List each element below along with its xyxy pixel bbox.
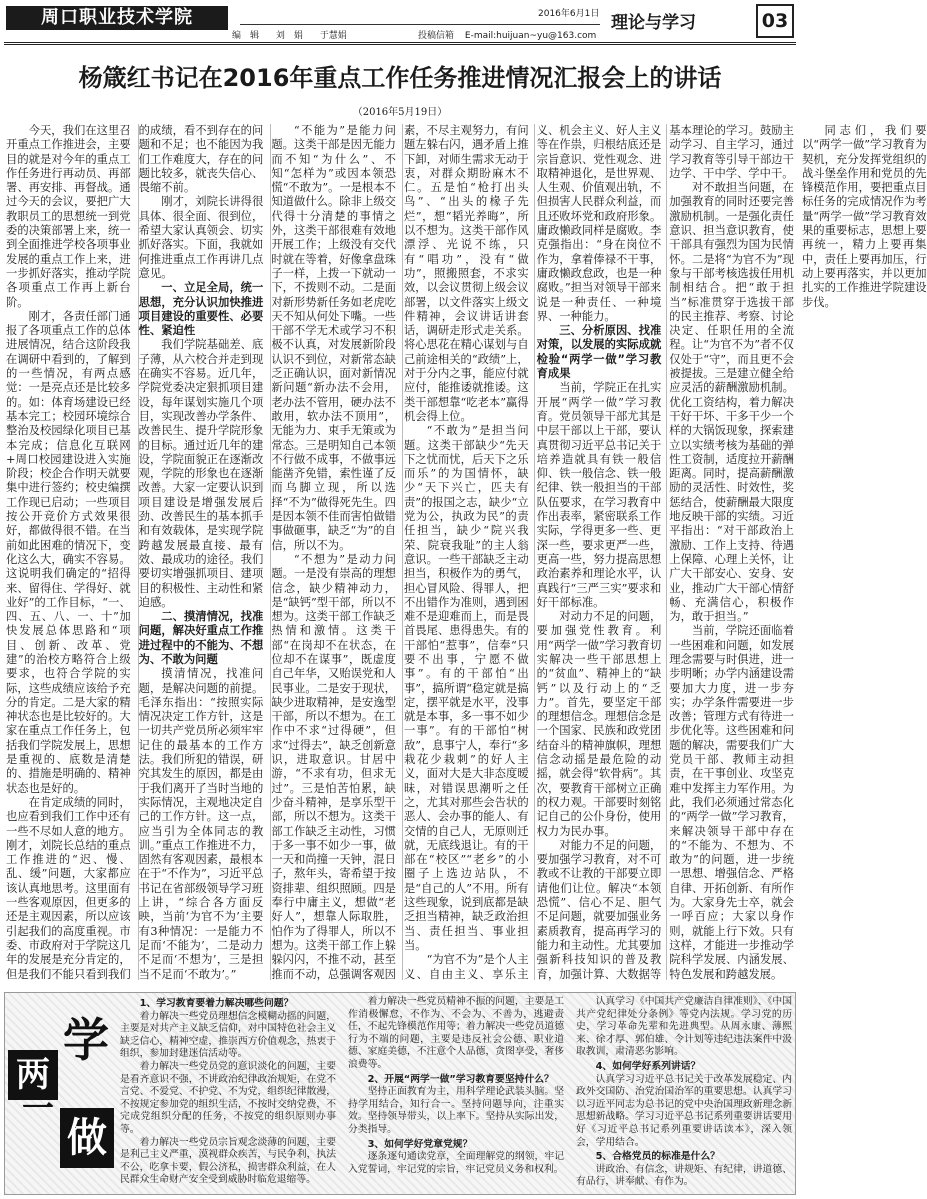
- qa-answer: 坚持正面教育为主，用科学理论武装头脑。坚持学用结合，知行合一。坚持问题导向，注重实效。坚持领导带头，以上率下。坚持从实际出发，分类指导。: [348, 1086, 564, 1135]
- article-paragraph: 今天，我们在这里召开重点工作推进会，主要目的就是对今年的重点工作任务进行再动员、再部署、再安排、再督战。通过今天的会议，要把广大教职员工的思想统一到党委的决策部署上来，统一到全面推进学校各项事业发展的重点工作上来，进一步抓好落实，推动学院各项重点工作再上新台阶。: [6, 124, 131, 309]
- qa-question: 4、如何学好系列讲话？: [595, 1060, 701, 1072]
- two-studies-one-action-logo: [8, 1010, 116, 1180]
- issue-date: 2016年6月1日: [538, 9, 600, 19]
- article-paragraph: 对能力不足的问题，要加强学习教育，对不可教或不让教的干部要立即请他们让位。解决“本领恐慌”、信心不足、胆气不足问题，就要加强业务素质教育，提高再学习的能力和主动性。尤其要加强新科技知识的普及教育，加强计算、大数据等基本理论的学习。鼓励主动学习、自主学习，通过学习教育等引导干部边干边学、干中学、学中干。: [536, 124, 794, 981]
- contact-label: 投稿信箱: [418, 31, 455, 41]
- editor-name-2: 于慧娟: [319, 31, 347, 41]
- masthead-divider: [4, 42, 796, 45]
- article-dateline: （2016年5月19日）: [352, 107, 448, 118]
- article-paragraph: 当前，学院正在扎实开展“两学一做”学习教育。党员领导干部尤其是中层干部以上干部，要认真贯彻习近平总书记关于培养造就具有铁一般信仰、铁一般信念、铁一般纪律、铁一般担当的干部队伍要求，在学习教育中作出表率，紧密联系工作实际，学得更多一些、更深一些，要求更严一些，更高一些，努力提高思想政治素养和理论水平，认真践行“三严三实”要求和好干部标准。: [536, 381, 662, 609]
- article-paragraph: 刚才，刘院长讲得很具体、很全面、很到位，希望大家认真领会、切实抓好落实。下面，我就如何推进重点工作再讲几点意见。: [138, 195, 264, 280]
- article-paragraph: “不敢为”是担当问题。这类干部缺少“先天下之忧而忧，后天下之乐而乐”的为国情怀，缺少“天下兴亡，匹夫有责”的报国之志，缺少“立党为公，执政为民”的责任担当，缺少“院兴我荣、院衰我耻”的主人翁意识。一些干部缺乏主动担当，积极作为的勇气，担心冒风险、得罪人，把不出错作为准则，遇到困难不是迎难而上，而是畏首畏尾、患得患失。有的干部怕“惹事”，信奉“只要不出事，宁愿不做事”。有的干部怕“出事”，搞所谓“稳定就是搞定，摆平就是水平，没事就是本事，多一事不如少一事”。有的干部怕“树敌”，息事宁人，奉行“多栽花少栽刺”的好人主义，面对大是大非态度暧昧，对错误思潮听之任之，尤其对那些会告状的恶人、会办事的能人、有交情的自己人，无原则迁就，无底线退让。有的干部在“校区”“老乡”的小圈子上选边站队，不是“自己的人”不用。所有这些现象，说到底都是缺乏担当精神，缺乏政治担当、责任担当、事业担当。: [403, 424, 529, 952]
- header-rule: [240, 24, 600, 25]
- logo-char-4: 做: [60, 1108, 114, 1168]
- section-title: 理论与学习: [611, 13, 696, 33]
- editor-label: 编 辑: [232, 31, 260, 41]
- article-paragraph: 当前，学院还面临着一些困难和问题，如发展理念需要与时俱进，进一步明晰；办学内涵建设需要加大力度，进一步夯实；办学条件需要进一步改善；管理方式有待进一步优化等。这些困难和问题的解决，需要我们广大党员干部、教师主动担责，在干事创业、攻坚克难中发挥主力军作用。为此，我们必须通过常态化的“两学一做”学习教育，来解决领导干部中存在的“不能为、不想为、不敢为”的问题，进一步统一思想、增强信念、严格自律、开拓创新、有所作为。大家身先士卒，就会一呼百应；大家以身作则，就能上行下效。只有这样，才能进一步推动学院科学发展、内涵发展、特色发展和跨越发展。: [669, 624, 794, 981]
- qa-answer: 认真学习《中国共产党廉洁自律准则》、《中国共产党纪律处分条例》等党内法规。学习党的历史，学习革命先辈和先进典型。从周永康、薄熙来、徐才厚、郭伯雄、令计划等违纪违法案件中汲取教训，肃清恶劣影响。: [576, 996, 792, 1058]
- qa-question: 3、如何学好党章党规？: [367, 1138, 473, 1150]
- editor-name-1: 刘 娟: [275, 31, 303, 41]
- qa-question: 1、学习教育要着力解决哪些问题？: [139, 998, 294, 1009]
- article-paragraph: 对动力不足的问题，要加强党性教育。利用“两学一做”学习教育切实解决一些干部思想上的“贫血”、精神上的“缺钙”以及行动上的“乏力”。首先，要坚定干部的理想信念。理想信念是一个国家、民族和政党团结奋斗的精神旗帜，理想信念动摇是最危险的动摇，就会得“软骨病”。其次，要教育干部树立正确的权力观。干部要时刻铭记自己的公仆身份，使用权力为民办事。: [536, 610, 662, 838]
- logo-char-2: 学: [63, 1013, 109, 1067]
- school-name: 周口职业技术学院: [6, 6, 228, 30]
- logo-char-1: 两: [8, 1050, 58, 1100]
- contact-email: E-mail:huijuan~yu@163.com: [464, 31, 597, 41]
- page-number: 03: [756, 4, 794, 38]
- qa-answer: 着力解决一些党员党的意识淡化的问题，主要是看齐意识不强，不讲政治纪律政治规矩，在党不言党、不爱党、不护党、不为党，组织纪律散漫，不按规定参加党的组织生活，不按时交纳党费，不完成党组织分配的任务，不按党的组织原则办事等。: [120, 1060, 336, 1135]
- article-paragraph: “不想为”是动力问题。一是没有崇高的理想信念，缺少精神动力，是“缺钙”型干部，所以不想为。这类干部工作缺乏热情和激情。这类干部“在岗却不在状态，在位却不在谋事”，既虚度自己年华，又贻误党和人民事业。二是安于现状，缺少进取精神，是安逸型干部，所以不想为。在工作中不求“过得硬”，但求“过得去”，缺乏创新意识，进取意识。甘居中游，“不求有功，但求无过”。三是怕苦怕累，缺少奋斗精神，是享乐型干部，所以不想为。这类干部工作缺乏主动性，习惯于多一事不如少一事，做一天和尚撞一天钟，混日子，熬年头，寄希望于按资排辈、组织照顾。四是奉行中庸主义，想做“老好人”，想靠人际取胜，怕作为了得罪人，所以不想为。这类干部工作上躲躲闪闪，不推不动，甚至推而不动，总强调客观因素，不尽主观努力，有问题左躲右闪，遇矛盾上推下卸，对师生需求无动于衷，对群众期盼麻木不仁。五是怕“枪打出头鸟”、“出头的椽子先烂”，想“韬光养晦”，所以不想为。这类干部作风漂浮、光说不练，只有“唱功”，没有“做功”，照搬照套，不求实效，以会议贯彻上级会议部署，以文件落实上级文件精神，会议讲话讲套话，调研走形式走关系。将心思花在精心谋划与自己前途相关的“政绩”上，对于分内之事，能应付就应付，能推诿就推诿。这类干部想靠“吃老本”赢得机会得上位。: [271, 124, 529, 981]
- article-paragraph: 对不敢担当问题，在加强教育的同时还要完善激励机制。一是强化责任意识、担当意识教育，使干部具有强烈为国为民情怀。二是将“为官不为”现象与干部考核选拔任用机制相结合。把“敢于担当”标准贯穿于选拔干部的民主推荐、考察、讨论决定、任职任用的全流程。让“为官不为”者不仅仅处于“守”，而且更不会被提拔。三是建立健全给应灵活的薪酬激励机制。优化工资结构，着力解决干好干坏、干多干少一个样的大锅饭现象，探索建立以实绩考核为基础的弹性工资制，适度拉开薪酬距离。同时，提高薪酬激励的灵活性、时效性，奖惩结合，使薪酬最大限度地反映干部的实绩。习近平指出：“对干部政治上激励、工作上支持、待遇上保障、心理上关怀，让广大干部安心、安身、安业，推动广大干部心情舒畅、充满信心，积极作为，敢于担当。”: [669, 181, 794, 624]
- qa-question: 5、合格党员的标准是什么？: [595, 1151, 720, 1163]
- article-paragraph: “为官不为”是个人主义、自由主义、享乐主义、机会主义、好人主义等在作祟，归根结底还是宗旨意识、党性观念、进取精神退化，是世界观、人生观、价值观出轨，不但损害人民群众利益，而且还败坏党和政府形象。庸政懒政同样是腐败。李克强指出：“身在岗位不作为，拿着俸禄不干事，庸政懒政怠政，也是一种腐败。”担当对领导干部来说是一种责任、一种境界、一种能力。: [403, 124, 662, 981]
- qa-answer: 认真学习习近平总书记关于改革发展稳定、内政外交国防、治党治国治军的重要思想。认真学习以习近平同志为总书记的党中央治国理政新理念新思想新战略。学习习近平总书记系列重要讲话要用好《习近平总书记系列重要讲话读本》，深入领会，学用结合。: [576, 1073, 792, 1148]
- article-paragraph: “不能为”是能力问题。这类干部是因无能力而不知“为什么”、不知“怎样为”或因本领恐慌“不敢为”。一是根本不知道做什么。除非上级交代得十分清楚的事情之外，这类干部很难有效地开展工作；上级没有交代时就在等着，好像拿盘珠子一样，上拨一下就动一下，不拨则不动。二是面对新形势新任务如老虎吃天不知从何处下嘴。一些干部不学无术或学习不积极不认真，对发展新阶段认识不到位，对新常态缺乏正确认识，面对新情况新问题“新办法不会用，老办法不管用，硬办法不敢用，软办法不顶用”，无能为力、束手无策或为常态。三是明知自己本领不行做不成事，不做事远能凿齐免错，索性谨了反而乌脚立现，所以选择“不为”做得死先生。四是因本领不佳而害怕做错事做砸事，缺乏“为”的自信，所以不为。: [271, 124, 396, 552]
- section-heading: 三、分析原因、找准对策，以发展的实际成就检验“两学一做”学习教育成果: [536, 324, 662, 381]
- qa-answer: 讲政治、有信念，讲规矩、有纪律，讲道德、有品行，讲奉献、有作为。: [576, 1163, 792, 1188]
- qa-question: 2、开展“两学一做”学习教育要坚持什么？: [367, 1073, 554, 1085]
- masthead: [0, 0, 800, 42]
- article-paragraph: 我们学院基础差、底子薄，从六校合并走到现在确实不容易。近几年，学院党委决定狠抓项目建设，每年谋划实施几个项目，实现改善办学条件、改善民生、提升学院形象的目标。通过近几年的建设，学院面貌正在逐渐改观，学院的形象也在逐渐改善。大家一定要认识到项目建设是增强发展后劲、改善民生的基本抓手和有效载体，是实现学院跨越发展最直接、最有效、最成功的途径。我们要切实增强抓项目、建项目的积极性、主动性和紧迫感。: [138, 338, 264, 609]
- contact-info: [418, 28, 604, 41]
- section-heading: 二、摸清情况，找准问题，解决好重点工作推进过程中的不能为、不想为、不敢为问题: [138, 610, 264, 666]
- qa-answer: 着力解决一些党员理想信念模糊动摇的问题，主要是对共产主义缺乏信仰，对中国特色社会主义缺乏信心，精神空虚，推崇西方价值观念，热衷于组织，参加封建迷信活动等。: [120, 1010, 336, 1060]
- section-heading: 一、立足全局，统一思想，充分认识加快推进项目建设的重要性、必要性、紧迫性: [138, 281, 264, 338]
- article-paragraph: 在肯定成绩的同时，也应看到我们工作中还有一些不尽如人意的地方。刚才，刘院长总结的重点工作推进的“迟、慢、乱、缓”问题，大家都应该认真地思考。这里面有一些客观原因，但更多的还是主观因素，所以应该引起我们的高度重视。市委、市政府对于学院这几年的发展是充分肯定的，但是我们不能只看到我们的成绩，看不到存在的问题和不足；也不能因为我们工作难度大，存在的问题比较多，就丧失信心、畏缩不前。: [6, 124, 264, 981]
- article-paragraph: 刚才，各责任部门通报了各项重点工作的总体进展情况，结合这阶段我在调研中看到的，了解到的一些情况，有两点感觉：一是亮点还是比较多的。如：体育场建设已经基本完工；校园环境综合整治及校园绿化项目已基本完成；信息化互联网+周口校园建设进入实施阶段；校企合作明天就要集中进行签约；校史编撰工作现已启动；一些项目按公开竞价方式效果很好，都做得很不错。在当前如此困难的情况下，变化这么大，确实不容易。这说明我们确定的“招得来、留得住、学得好、就业好”的工作目标，“一、四、五、八、一、十”加快发展总体思路和“项目、创新、改革、党建”的治校方略符合上级要求，也符合学院的实际，这些成绩应该给予充分的肯定。二是大家的精神状态也是比较好的。大家在重点工作任务上，包括我们学院发展上，思想是重视的、底数是清楚的、措施是明确的、精神状态也是好的。: [6, 309, 131, 795]
- article-title: 杨箴红书记在2016年重点工作任务推进情况汇报会上的讲话: [78, 64, 722, 92]
- logo-char-3: 一: [21, 1089, 54, 1127]
- article-paragraph: 摸清情况，找准问题，是解决问题的前提。毛泽东指出：“按照实际情况决定工作方针，这是一切共产党员所必须牢牢记住的最基本的工作方法。我们所犯的错误，研究其发生的原因，都是由于我们离开了当时当地的实际情况，主观地决定自己的工作方针。这一点，应当引为全体同志的教训。”重点工作推进不力，固然有客观因素，最根本在于“不作为”，习近平总书记在省部级领导学习班上讲，“综合各方面反映，当前‘为官不为’主要有3种情况：一是能力不足而‘不能为’，二是动力不足而‘不想为’，三是担当不足而‘不敢为’。”: [138, 667, 264, 981]
- qa-answer: 逐条逐句通读党章，全面理解党的纲领，牢记入党誓词，牢记党的宗旨，牢记党员义务和权利。: [348, 1151, 564, 1175]
- qa-answer: 着力解决一些党员精神不振的问题，主要是工作消极懈怠，不作为、不会为、不善为，逃避责任，不起先锋模范作用等；着力解决一些党员道德行为不端的问题，主要是违反社会公德、职业道德、家庭美德，不注意个人品德，贪图享受，奢侈浪费等。: [348, 996, 564, 1070]
- qa-answer: 着力解决一些党员宗旨观念淡薄的问题，主要是利己主义严重，漠视群众疾苦，与民争利，执法不公，吃拿卡要，假公济私，损害群众利益，在人民群众生命财产安全受到威胁时临危退缩等。: [120, 1136, 336, 1186]
- article-paragraph: 同志们，我们要以“两学一做”学习教育为契机，充分发挥党组织的战斗堡垒作用和党员的先锋模范作用，要把重点目标任务的完成情况作为考量“两学一做”学习教育效果的重要标志，思想上要再统一，精力上要再集中，责任上要再加压，行动上要再落实，并以更加扎实的工作推进学院建设步伐。: [801, 124, 927, 309]
- article-body: [6, 124, 927, 984]
- editor-credits: [232, 28, 361, 41]
- study-qa-text: [120, 996, 792, 1192]
